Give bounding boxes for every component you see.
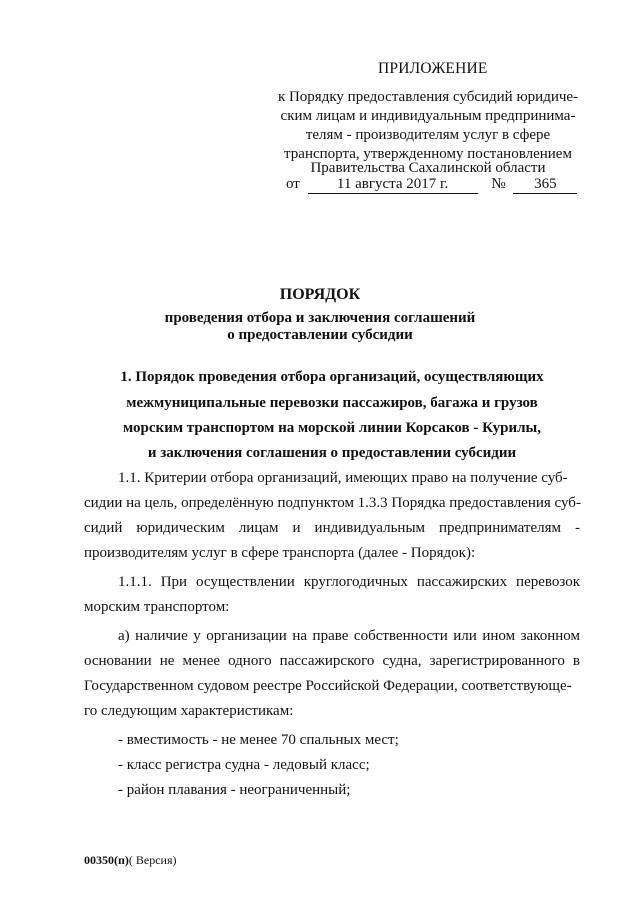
paragraph-line: производителям услуг в сфере транспорта (далее - Порядок): xyxy=(84,545,476,561)
list-item: - класс регистра судна - ледовый класс; xyxy=(118,757,370,773)
date-prefix: от xyxy=(286,176,300,192)
document-footer xyxy=(84,853,177,868)
list-item: - район плавания - неограниченный; xyxy=(118,782,351,798)
appendix-line: транспорта, утвержденному постановлением xyxy=(284,146,572,162)
document-subtitle-line: о предоставлении субсидии xyxy=(227,327,413,343)
section-heading-line: межмуниципальные перевозки пассажиров, багажа и грузов xyxy=(126,395,538,411)
appendix-line: телям - производителям услуг в сфере xyxy=(305,127,551,143)
paragraph-line: сидии на цель, определённую подпунктом 1.3.3 Порядка предоставления суб- xyxy=(84,495,581,511)
document-version: ( Версия) xyxy=(128,853,177,867)
appendix-title: ПРИЛОЖЕНИЕ xyxy=(378,60,488,77)
decree-number: 365 xyxy=(513,176,577,194)
document-subtitle-line: проведения отбора и заключения соглашений xyxy=(164,310,476,326)
paragraph-line: основании не менее одного пассажирского судна, зарегистрированного в xyxy=(84,653,580,669)
paragraph-line: морским транспортом: xyxy=(84,599,230,615)
list-item: - вместимость - не менее 70 спальных мест; xyxy=(118,732,399,748)
decree-date: 11 августа 2017 г. xyxy=(308,176,478,194)
paragraph-line: го следующим характеристикам: xyxy=(84,703,294,719)
section-heading-line: морским транспортом на морской линии Корсаков - Курилы, xyxy=(123,420,541,436)
appendix-line: к Порядку предоставления субсидий юридиче- xyxy=(277,89,579,105)
section-heading-line: и заключения соглашения о предоставлении субсидии xyxy=(147,445,517,461)
appendix-line: Правительства Сахалинской области xyxy=(310,160,546,176)
decree-date-row xyxy=(286,175,577,194)
section-heading-line: 1. Порядок проведения отбора организаций, осуществляющих xyxy=(120,369,544,385)
paragraph-line: Государственном судовом реестре Российской Федерации, соответствующе- xyxy=(84,678,572,694)
paragraph-line: 1.1. Критерии отбора организаций, имеющих право на получение суб- xyxy=(118,470,568,486)
appendix-line: ским лицам и индивидуальным предпринима- xyxy=(280,108,576,124)
paragraph-line: а) наличие у организации на праве собственности или ином законном xyxy=(118,628,580,644)
document-code: 00350(п) xyxy=(84,853,129,867)
number-prefix: № xyxy=(491,176,506,192)
paragraph-line: сидий юридическим лицам и индивидуальным предпринимателям - xyxy=(84,520,580,536)
paragraph-line: 1.1.1. При осуществлении круглогодичных пассажирских перевозок xyxy=(118,574,580,590)
document-title: ПОРЯДОК xyxy=(279,286,361,303)
